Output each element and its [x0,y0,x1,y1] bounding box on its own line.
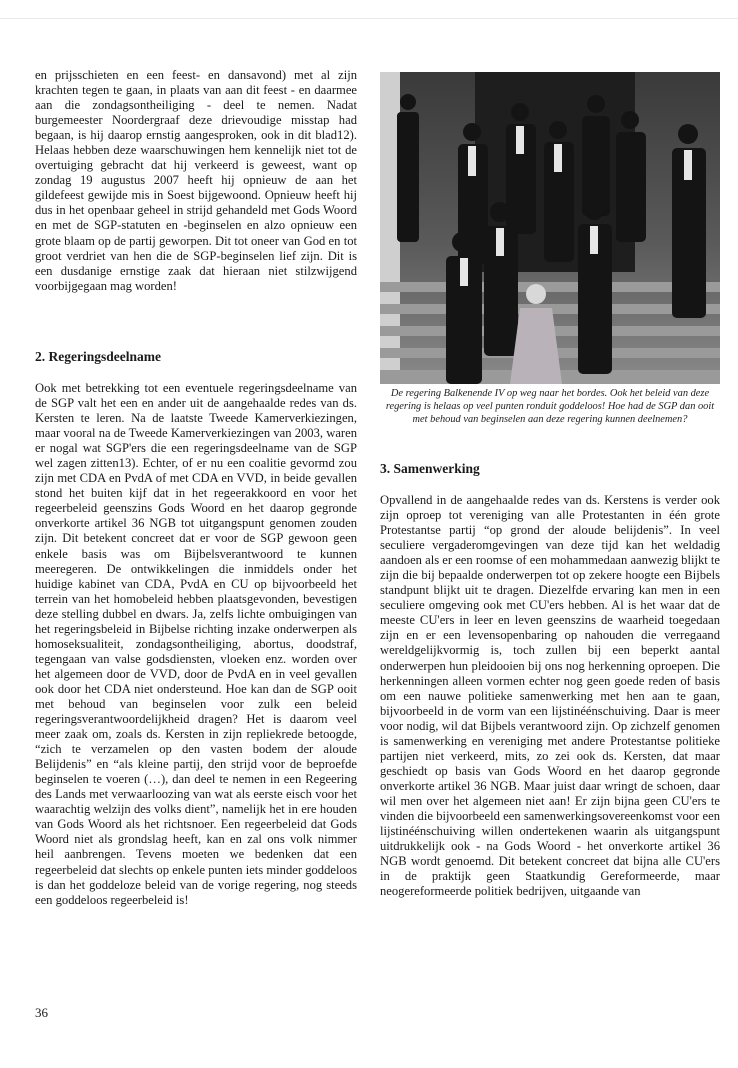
paragraph-samenwerking: Opvallend in de aangehaalde redes van ds. Kerstens is verder ook zijn oproep tot vereniging van alle Protestanten in één grote Protestantse partij “op grond der aloude belijdenis”. In veel seculiere vergaderomgevingen van deze tijd kan het weldadig aandoen als er een roomse of een mohammedaan aanwezig blijkt te zijn die bij bepaalde onderwerpen tot op zekere hoogte een Bijbels standpunt blijkt uit te dragen. Diezelfde ervaring kan men in een seculiere omgeving ook met CU'ers hebben. Al is het waar dat de meeste CU'ers in leer en leven geenszins de waarheid toegedaan zijn en er een levensopenbaring op nahouden die verregaand wereldgelijkvormig is, toch zullen bij een beperkt aantal onderwerpen hun pleidooien bij ons nog herkenning oproepen. Die herkenningen alleen vormen echter nog geen goede reden of basis om een nauwe politieke samenwerking met hen aan te gaan, bijvoorbeeld in de vorm van een lijstinéénschuiving. Daar is meer voor nodig, wil dat Bijbels verantwoord zijn. Op zichzelf genomen is samenwerking en vereniging met andere Protestantse politieke partijen niet verkeerd, mits, zo zei ook ds. Kersten, dat maar geschiedt op basis van Gods Woord en het daarop gegronde onverkorte artikel 36 NGB. Maar juist daar wringt de schoen, daar wil men over het algemeen niet aan! Er zijn bijna geen CU'ers te vinden die bijvoorbeeld een samenwerkingsovereenkomst voor een lijstinéénschuiving willen ondertekenen waarin als uitgangspunt uitdrukkelijk ook - na Gods Woord - het onverkorte artikel 36 NGB wordt genoemd. Dit betekent concreet dat bijna alle CU'ers in de praktijk geen Staatkundig Gereformeerde, maar neogereformeerde politiek bedrijven, uitgaande van [380,493,720,899]
page-number: 36 [35,1005,48,1020]
page-top-rule [0,18,738,19]
heading-regeringsdeelname: 2. Regeringsdeelname [35,349,161,364]
paragraph-regeringsdeelname: Ook met betrekking tot een eventuele regeringsdeelname van de SGP valt het een en ander uit de aangehaalde redes van ds. Kersten te leren. Na de laatste Tweede Kamerverkiezingen, maar vooral na de Tweede Kamerverkiezingen van 2003, waren er nogal wat SGP'ers die een regeringsdeelname van de SGP wel zagen zitten13). Echter, of er nu een coalitie gevormd zou zijn met CDA en PvdA of met CDA en VVD, in beide gevallen stond het buiten kijf dat in het regeerakkoord en voor het regeerbeleid geenszins Gods Woord en het daarop gegronde onverkorte artikel 36 NGB tot uitgangspunt genomen zouden zijn. Dit betekent concreet dat er voor de SGP gewoon geen enkele basis was om Bijbelsverantwoord te kunnen meeregeren. De ontwikkelingen die inmiddels onder het huidige kabinet van CDA, PvdA en CU op bijvoorbeeld het terrein van het homobeleid hebben plaatsgevonden, bevestigen deze stelling dubbel en dwars. Ja, zelfs lichte ombuigingen van het regeringsbeleid in Bijbelse richting inzake onderwerpen als homoseksualiteit, zondagsontheiliging, abortus, doodstraf, tegengaan van valse godsdiensten, vloeken enz. worden over het algemeen door de VVD, door de PvdA en in veel gevallen ook door het CDA niet ondersteund. Hoe kan dan de SGP ooit met behoud van beginselen voor zulk een beleid regeringsverantwoordelijkheid dragen? Het is daarom veel meer zaak om, zoals ds. Kersten in zijn repliekrede betoogde, “zich te verzamelen op den vasten bodem der aloude Belijdenis” en “als kleine partij, den strijd voor de beproefde beginselen te voeren (…), dan deel te nemen in een Regeering des Lands met verwaarloozing van wat als eerste eisch voor het waarachtig welzijn des volks dient”, namelijk het in ere houden van Gods Woord als het richtsnoer. Een regeerbeleid dat Gods Woord niet als grondslag heeft, kan en zal ons volk nimmer heil aanbrengen. Tevens moeten we bedenken dat een regeerbeleid dat slechts op enkele punten iets minder goddeloos is dan het goddeloze beleid van de vorige regering, nog steeds een goddeloos regeerbeleid is! [35,381,357,907]
left-column [35,68,357,294]
cabinet-photo-illustration [380,72,720,384]
left-column-section2 [35,381,357,908]
right-column-section3 [380,493,720,899]
photo-caption: De regering Balkenende IV op weg naar het bordes. Ook het beleid van deze regering is helaas op veel punten ronduit goddeloos! Hoe had de SGP dan ooit met behoud van beginselen aan deze regering kunnen deelnemen? [385,388,715,425]
cabinet-photo [380,72,720,384]
heading-samenwerking: 3. Samenwerking [380,461,480,476]
paragraph-intro: en prijsschieten en een feest- en dansavond) met al zijn krachten tegen te gaan, in plaats van aan dit feest - en daarmee aan die zondagsontheiliging - deel te nemen. Nadat burgemeester Noordergraaf deze drievoudige misstap had begaan, is hij daarop ernstig aangesproken, ook in dit blad12). Helaas hebben deze waarschuwingen hem kennelijk niet tot de overtuiging gebracht dat hij verkeerd is geweest, want op zondag 19 augustus 2007 heeft hij opnieuw de aan het gildefeest gewijde mis in Soest bijgewoond. Opnieuw heeft hij dus in het openbaar geheel in strijd gehandeld met Gods Woord en met de SGP-statuten en -beginselen en alzo opnieuw een grote blaam op de partij geworpen. Dit tot oneer van God en tot groot verdriet van hen die de SGP-beginselen lief zijn. Dit is een dusdanige ernstige zaak dat hieraan niet stilzwijgend voorbijgegaan mag worden! [35,68,357,293]
